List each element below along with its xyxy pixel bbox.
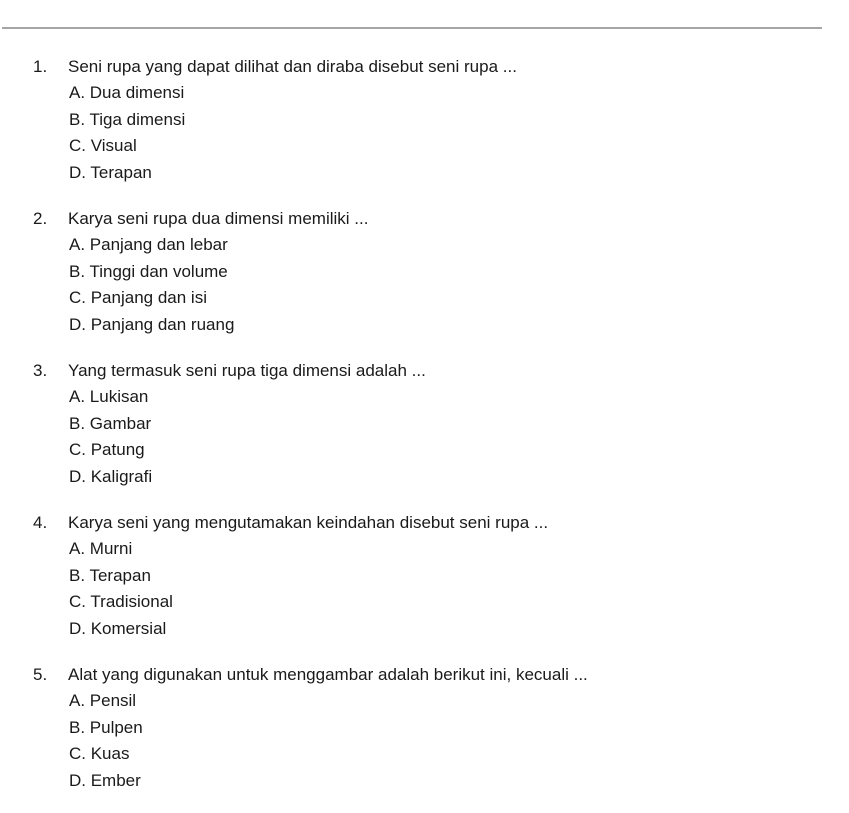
option-list	[0, 688, 849, 794]
option-d: D. Terapan	[69, 162, 152, 182]
question-3	[0, 357, 849, 490]
question-text: Karya seni rupa dua dimensi memiliki ...	[68, 208, 369, 228]
option-c: C. Panjang dan isi	[69, 288, 207, 308]
option-c: C. Patung	[69, 440, 145, 460]
question-text: Yang termasuk seni rupa tiga dimensi adalah ...	[68, 360, 426, 380]
option-list	[0, 80, 849, 186]
question-number: 3.	[33, 360, 48, 380]
option-a: A. Pensil	[69, 691, 137, 711]
question-number: 2.	[33, 208, 48, 228]
question-line	[0, 357, 849, 384]
question-line	[0, 53, 849, 80]
option-b: B. Tiga dimensi	[69, 109, 186, 129]
option-a: A. Lukisan	[69, 387, 149, 407]
top-divider	[2, 27, 822, 29]
option-c: C. Visual	[69, 136, 137, 156]
option-b: B. Pulpen	[69, 717, 143, 737]
question-4	[0, 509, 849, 642]
question-number: 4.	[33, 512, 48, 532]
option-d: D. Panjang dan ruang	[69, 314, 235, 334]
question-text: Karya seni yang mengutamakan keindahan disebut seni rupa ...	[68, 512, 549, 532]
quiz-list	[0, 53, 849, 813]
option-a: A. Murni	[69, 539, 133, 559]
question-1	[0, 53, 849, 186]
option-list	[0, 536, 849, 642]
option-c: C. Kuas	[69, 744, 130, 764]
option-list	[0, 384, 849, 490]
question-line	[0, 205, 849, 232]
option-c: C. Tradisional	[69, 592, 173, 612]
question-line	[0, 661, 849, 688]
option-list	[0, 232, 849, 338]
question-number: 5.	[33, 664, 48, 684]
question-text: Alat yang digunakan untuk menggambar adalah berikut ini, kecuali ...	[68, 664, 588, 684]
question-2	[0, 205, 849, 338]
option-b: B. Tinggi dan volume	[69, 261, 228, 281]
question-number: 1.	[33, 56, 48, 76]
option-d: D. Ember	[69, 770, 141, 790]
question-text: Seni rupa yang dapat dilihat dan diraba disebut seni rupa ...	[68, 56, 517, 76]
question-line	[0, 509, 849, 536]
option-a: A. Dua dimensi	[69, 83, 185, 103]
option-b: B. Terapan	[69, 565, 151, 585]
question-5	[0, 661, 849, 794]
option-a: A. Panjang dan lebar	[69, 235, 228, 255]
option-d: D. Komersial	[69, 618, 167, 638]
option-d: D. Kaligrafi	[69, 466, 153, 486]
option-b: B. Gambar	[69, 413, 152, 433]
